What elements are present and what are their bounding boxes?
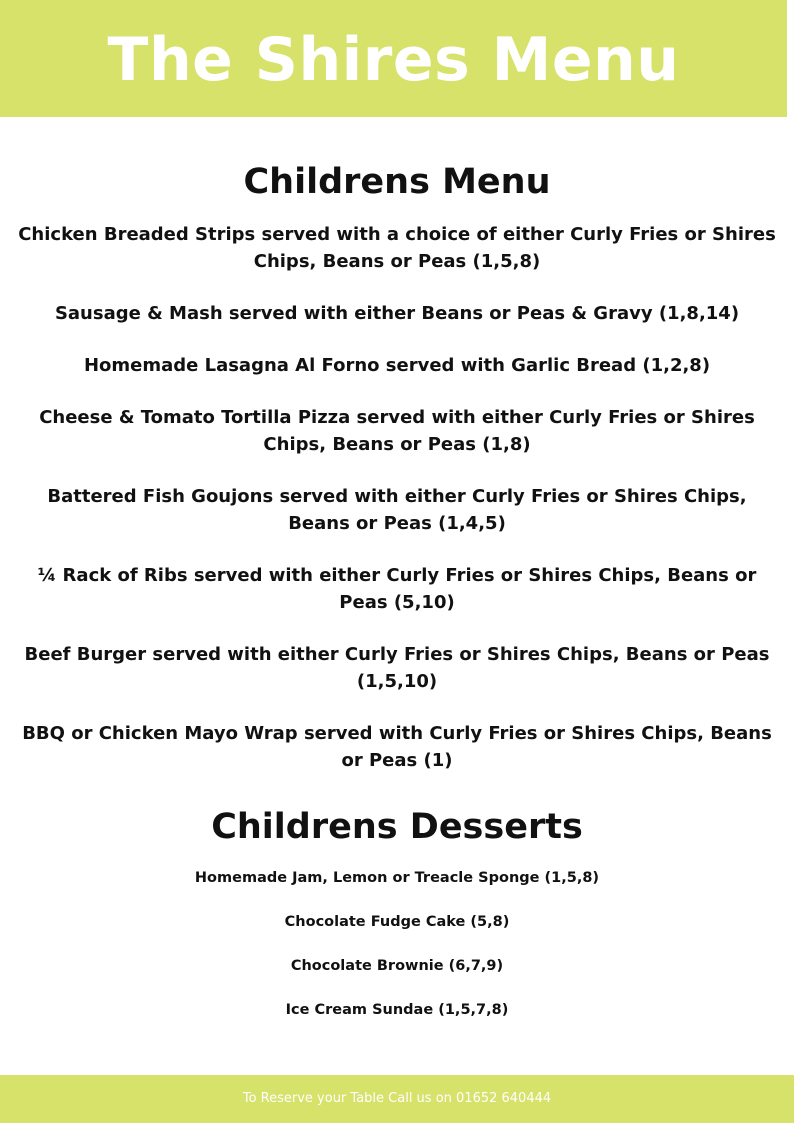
menu-item: ¼ Rack of Ribs served with either Curly Fries or Shires Chips, Beans or Peas (5,10) — [37, 565, 757, 613]
dessert-item: Chocolate Fudge Cake (5,8) — [284, 914, 510, 930]
childrens-menu-heading: Childrens Menu — [243, 162, 551, 202]
footer-banner — [0, 1075, 794, 1123]
childrens-menu-list — [14, 220, 780, 798]
menu-item: Cheese & Tomato Tortilla Pizza served with either Curly Fries or Shires Chips, Beans or Peas (1,8) — [39, 407, 755, 455]
menu-item: Homemade Lasagna Al Forno served with Garlic Bread (1,2,8) — [83, 355, 711, 376]
menu-item: Chicken Breaded Strips served with a choice of either Curly Fries or Shires Chips, Beans or Peas (1,5,8) — [18, 224, 776, 272]
reservation-phone-text: To Reserve your Table Call us on 01652 640444 — [242, 1091, 552, 1106]
dessert-item: Chocolate Brownie (6,7,9) — [290, 958, 504, 974]
header-banner — [0, 0, 787, 117]
menu-item: Beef Burger served with either Curly Fries or Shires Chips, Beans or Peas (1,5,10) — [24, 644, 770, 692]
page-title: The Shires Menu — [107, 25, 680, 95]
menu-item: BBQ or Chicken Mayo Wrap served with Curly Fries or Shires Chips, Beans or Peas (1) — [22, 723, 772, 771]
dessert-item: Ice Cream Sundae (1,5,7,8) — [285, 1002, 509, 1018]
childrens-desserts-heading: Childrens Desserts — [211, 807, 583, 847]
menu-item: Battered Fish Goujons served with either Curly Fries or Shires Chips, Beans or Peas (1,4,5) — [47, 486, 747, 534]
dessert-item: Homemade Jam, Lemon or Treacle Sponge (1,5,8) — [194, 870, 600, 886]
menu-item: Sausage & Mash served with either Beans or Peas & Gravy (1,8,14) — [54, 303, 740, 324]
childrens-desserts-list — [0, 866, 794, 1042]
